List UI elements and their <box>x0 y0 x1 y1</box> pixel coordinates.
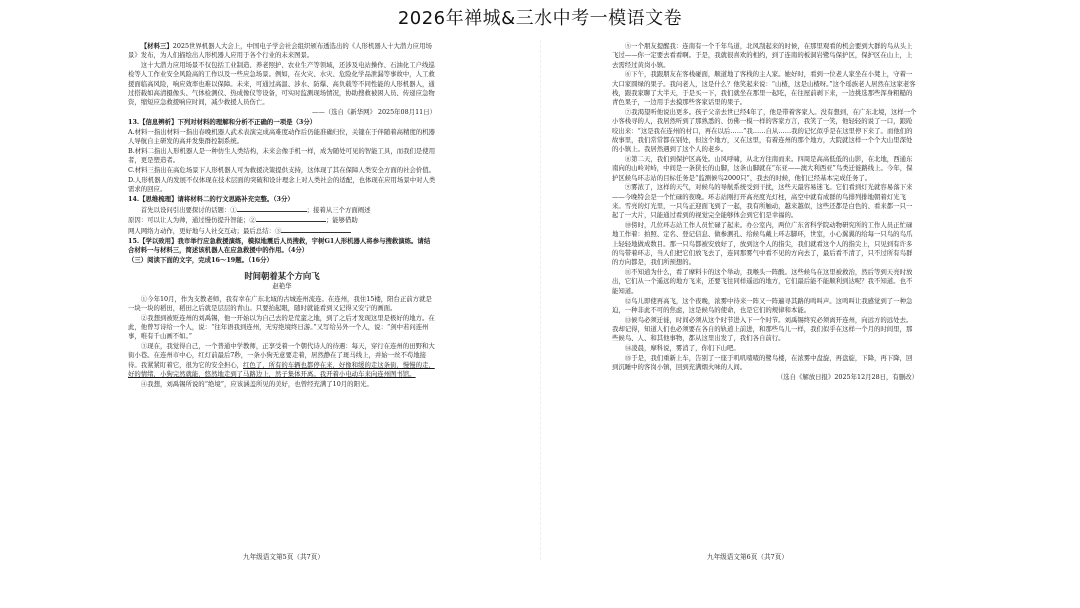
section-3-heading: （三）阅读下面的文字，完成16～19题。（16分） <box>128 256 273 265</box>
article-paragraph-5: ⑤一个朋友提醒我：连南有一个千年鸟道，北风刮起来的时候，在那里观看的机会要到大群的鸟从头上飞过——你一定要去看看啊。于是，我就很喜欢的相约，到了连南的板洞岩鹭鸟保护区，保护区在山上，上去需经过黄岗小镇。 <box>612 42 913 69</box>
right-page <box>612 42 918 542</box>
article-paragraph-8: ⑧第二天，我们到保护区高处。山风呼啸，从北方往南而来。四周是高高低低的山影，在北地，西通东南向的山岭对峙，中间是一条狭长的山脚，这条山脚就在“东亚——澳大利西亚”鸟类迁徙路线上。今年，保护区候鸟环志站的目标任务是“监测候鸟2000只”，我去的时候，他们已经基本完成任务了。 <box>612 155 913 182</box>
question-14: 14.【思维梳理】请将材料二的行文思路补充完整。（3分） <box>128 194 294 203</box>
page-divider <box>540 40 541 560</box>
article-paragraph-9: ⑨雾浓了，这样的天气，对候鸟的导航系统受到干扰，这些天最容易迷飞。它们看到灯光就容易落下来——今晚特会是一个忙碌的夜晚。环志站刚打开高亮度光灯柱，高空中就有成群的鸟排列排地朝着灯光飞来。雪亮的灯光里，一只鸟正迎面飞到了一起，我有所触动，越来越似，这些还都是白色的、看来都一只一起了一大片，只能通过看到的视觉完全能够体会到它们是幸福的。 <box>612 183 913 220</box>
page-title: 2026年禅城&三水中考一模语文卷 <box>397 8 683 29</box>
right-page-footer: 九年级语文第6页（共7页） <box>707 553 788 561</box>
article-paragraph-3 <box>128 342 436 379</box>
q14-line-2 <box>128 215 436 225</box>
material3-text: 2025世界机器人大会上，中国电子学会社会组织颁布透选出的《人形机器人十大潜力应用场景》发布，为人们描绘出人形机器人应用于各个行业的未来图景。 <box>128 42 432 60</box>
article-paragraph-11: ⑪不知道为什么，看了摩料卡的这个举动，我喉头一阵酸。这些候鸟在这里被救治，然后等到天亮时放出，它们从一个遥远的地方飞来，还要飞往同样遥远的地方，它们最后能不能顺利到达呢？我不知道。也不能知道。 <box>612 268 913 295</box>
q14-line-1-tail: ；接着从三个方面阐述 <box>306 205 371 214</box>
article-source: （选自《解放日报》2025年12月28日，有删改） <box>776 372 918 381</box>
q14-blank-2[interactable] <box>256 215 326 222</box>
q14-line-3 <box>128 226 436 236</box>
left-page-footer: 九年级语文第5页（共7页） <box>243 553 324 561</box>
q14-line-1 <box>128 205 436 215</box>
article-paragraph-2: ②我想到被贬连州的刘禹锡，他一开始以为自己去的是荒蛮之地，到了之后才发现这里是极好的地方。在此，他曾写诗给一个人，说：“往年语我到连州，无穷绝境终日游。”又写给另外一个人，说：“剑中若问连州事，唯有千山画不如。” <box>128 313 435 341</box>
q14-line-2-tail: ；能够借助 <box>325 216 358 225</box>
article-paragraph-15: ⑮于是，我们重新上车，告别了一座于叽叽喳喳的鹭鸟楼，在浓雾中盘旋，再盘旋，下降，再下降，回到沉睡中的客岗小镇，回到充满烟火味的人间。 <box>612 353 913 372</box>
article-paragraph-1: ①今年10月，作为支教老师，我有幸在广东北域的古城连州流连。在连州，我住15楼，阳台正前方就是一块一块的稻田，稻田之后就是层层的青山。只要抬起眼，随时就能看到又记得又安宁的画面。 <box>128 294 432 312</box>
material3-paragraph-2: 这十大潜力应用场景不仅包括工业制造、养老照护、农业生产等领域，还涉及电站操作、石油化工户线巡检等人工作业安全风险高的工作以及一些应急场景。例如，在火灾、水灾、危险化学品泄漏等事故中，人工救援面临高风险，响应效率也难以保障。未来，可通过高温、涉水、防爆、高负载等不同性能的人形机器人，通过搭载如高清摄像头、气体检测仪、热成像仪等设备，可实时监测现场情况，协助搜救被困人员、传递应急物资，缩短应急救援响应时间，减少救援人员伤亡。 <box>128 61 435 107</box>
q13-option-b: B.材料二指出人形机器人是一种仿生人类结构，未来会像手机一样，成为随处可见的智能工具，而我们是使用者，更是塑造者。 <box>128 146 436 165</box>
q14-line-1-text: 首先以设问引出要探讨的话题：① <box>140 205 237 214</box>
q14-blank-1[interactable] <box>237 205 307 212</box>
paragraph-3-underlined: 红色了，所有的车辆也都停在来，好像和缓的走这条街，慢慢的走，好的情绪，小狗完然就能，悠然地走到了马路边上，然子集体开离。我开着小电动车来向连州图书馆。 <box>128 360 435 378</box>
question-13: 13.【信息辨析】下列对材料的理解和分析不正确的一项是（3分） <box>128 117 317 126</box>
q13-option-d: D.人形机器人的发展不仅体现在技术层面的突破和设计理念上对人类社会的适配，也体现在应用场景中对人类需求的回应。 <box>128 175 436 193</box>
article-paragraph-10: ⑩傍时，几位环志站工作人员忙碌了起来。办公室内，两位广东省科学院动物研究所的工作人员正忙碌地工作着：拍照、定名、登记信息、做参测孔、给候鸟戴上环志脚环，世室，小心翼翼的给每一只鸟的鸟爪上轻轻地做成数目。那一只鸟都被安放好了，放到这个人的指尖，我们就看这个人的指尖上，只见到有许多的鸟带着环志，当人们把它们放飞去了，连同那雾气中看不见的方向去了，最后看不清了，只不过所有鸟群的方向都是，我们所预想的。 <box>612 221 913 267</box>
article-paragraph-13: ⑬候鸟必须迁徙，时间必须从这个时节进入下一个时节。刘禹锡终究必须离开连州，向远方的远处去。我却记得，知道人们也必须要在各自的轨道上前进，和那些鸟儿一样，我们似乎在这样一个月的时间里，那些候鸟、人、和其他事物，都从这里出发了，我们各自前行。 <box>612 315 913 343</box>
q14-blank-3[interactable] <box>281 226 351 233</box>
material3-paragraph <box>128 42 436 61</box>
q13-option-c: C.材料三指出在高危场景下人形机器人可为救援决策提供支持，这体现了其在保障人类安全方面的社会价值。 <box>128 165 436 174</box>
q14-line-3-text: 网人网络力动作，更好地与人社交互动；最后总结：③ <box>128 227 282 236</box>
article-paragraph-4: ④我想，刘禹锡所说的“绝境”，应该涵盖所见的美好，也曾经充满了10月的阳光。 <box>140 379 373 388</box>
article-author: 赵艳华 <box>272 282 292 291</box>
article-paragraph-6: ⑥下午，我跟朋友在客栈碰面，顺道地了客栈的主人家。她好时，看到一位老人家坐在小凳上，守着一大口家圆绿的果子。我问老人，这是什么？他笑起来说：“山楂，这是山楂呀。”这个瑶族老人居然在这家老客栈，跟我家聊了大半天，于是买一下，我们就坐在那里一起吃，在往屋前剥下来，一边挑选那些浑身粗糙的青色果子，一边用手去摸那些客家话里的果子。 <box>612 70 916 107</box>
q14-line-2-text: 原因：可以让人为帅，通过慢仿提升智能；② <box>128 216 256 225</box>
article-paragraph-12: ⑫鸟儿即使再高飞，这个夜晚，浓雾中待来一阵又一阵遍寻其路的鸣叫声。这鸣叫让我感觉到了一种急迫，一种非此不可的焦虑，这是候鸟的使命，也是它们的规律和本能。 <box>612 296 913 314</box>
q13-option-a: A.材料一指出材料一指出春晚机器人武术表演完成高难度动作后仍能准确归位，关键在于伴随着高精度的机器人导航自主研发的高并发集群控制系统。 <box>128 127 436 145</box>
question-15: 15.【学以致用】我市举行应急救援演练，模拟地震后人员搜救，宇树G1人形机器人将参与搜救演练。请结合材料一与材料三，简述该机器人在应急救援中的作用。（4分） <box>128 236 431 255</box>
article-paragraph-7: ⑦我渴望听他说出更多。孩子父亲去世已经4年了，他是带着客家人。没有想到，在广东北境，这样一个小客栈寻的人，我居然听到了那熟悉的、仿佛一模一样的客家方言，我笑了一笑，他轻轻的说了一口，踉跄咬出来：“这是我在连州的村口，再在以后……”我……自从……我的记忆似乎是在这里停下来了。而他们的故事里，我们常常都在别处，但这个地方，又在这里，有着连州的那个地方，大院就这样一个个大山里深处的小镇上。我居然遇到了这个人的老乡。 <box>612 108 917 154</box>
material3-label: 【材料三】 <box>140 42 173 50</box>
article-title: 时间朝着某个方向飞 <box>244 271 320 282</box>
article-paragraph-14: ⑭凌晨，摩科说，雾消了，你们下山吧。 <box>624 344 740 352</box>
paragraph-3-text: ③现在，我觉得自己，一个普通中学教师，正享受着一个朝代诗人的待遇：每天，穿行在连州的田野和大街小巷。在连州市中心，红灯前最后7秒，一条小狗无意要走着，居然静在了斑马线上，并始一丝不苟地接待。我紧紧盯着它，很为它的安全担心， <box>128 342 435 369</box>
material3-source: ——（选自《新华网》 2025年08月11日） <box>311 108 436 117</box>
left-page <box>128 42 436 542</box>
